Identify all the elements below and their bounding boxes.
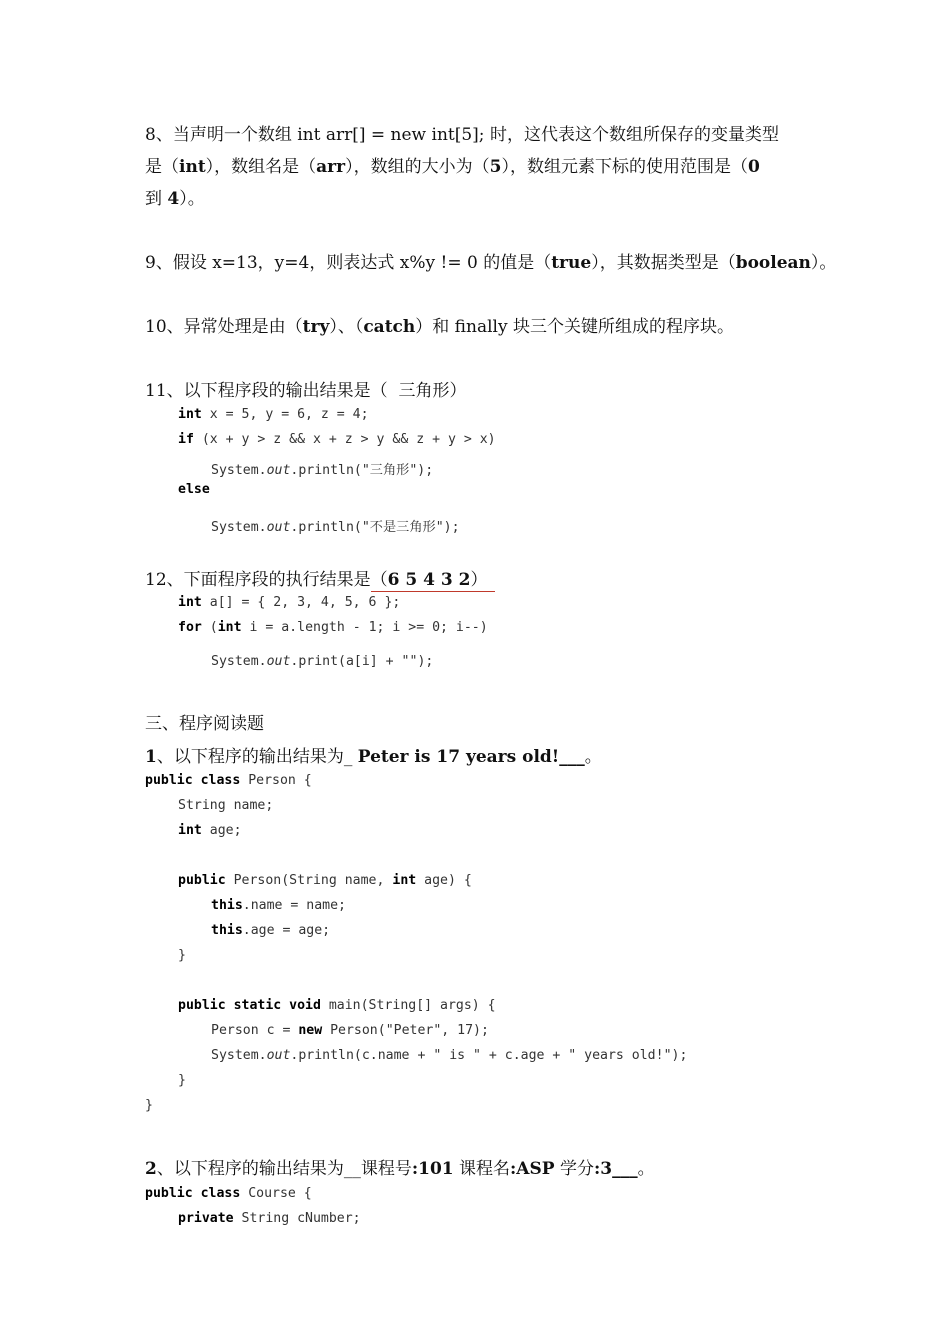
q12-answer-underline <box>371 570 496 592</box>
p2-text: 课程名 <box>453 1159 511 1179</box>
code-text: System. <box>211 520 267 535</box>
p2-text: 学分 <box>554 1159 594 1179</box>
p2-number: 2 <box>145 1159 157 1179</box>
section-3-title <box>145 709 264 734</box>
q8-line-3 <box>145 184 205 209</box>
q8-line-1 <box>145 120 779 145</box>
code-text: Person c = <box>211 1023 299 1038</box>
code-keyword: int <box>178 823 202 838</box>
q8-text: 到 <box>145 189 168 209</box>
q8-text: ），数组元素下标的使用范围是（ <box>501 157 748 177</box>
code-text: System. <box>211 654 267 669</box>
code-italic: out <box>266 520 291 535</box>
p2-answer-credit: :3 <box>593 1159 613 1179</box>
p2-blank: __ <box>343 1159 361 1179</box>
p2-text: 、以下程序的输出结果为 <box>156 1159 344 1179</box>
p2-blank: ___ <box>612 1159 638 1179</box>
code-keyword: public class <box>145 1186 241 1201</box>
p1-text: _ <box>343 747 358 767</box>
code-text: Course { <box>240 1186 312 1201</box>
code-keyword: if <box>178 432 194 447</box>
code-keyword: public class <box>145 773 241 788</box>
code-keyword: for <box>178 620 202 635</box>
code-text: System. <box>211 1048 267 1063</box>
code-keyword: else <box>178 482 210 497</box>
code-text: i = a.length - 1; i >= 0; i--) <box>241 620 488 635</box>
code-text: } <box>145 1098 153 1113</box>
code-text: .print(a[i] + ""); <box>290 654 434 669</box>
code-italic: out <box>266 463 291 478</box>
p1-code-4 <box>178 873 472 888</box>
q8-text: ）。 <box>179 189 205 209</box>
code-text: age) { <box>416 873 472 888</box>
code-text: age; <box>201 823 242 838</box>
q11-title <box>145 376 466 401</box>
q9-text: 9、假设 x=13，y=4，则表达式 x%y != 0 的值是（ <box>145 253 552 273</box>
q9-text: ），其数据类型是（ <box>591 253 736 273</box>
code-keyword: private <box>178 1211 234 1226</box>
code-keyword: int <box>178 407 202 422</box>
q11-code-2 <box>178 432 496 447</box>
q11-title-text: 11、以下程序段的输出结果是（ 三角形） <box>145 381 467 401</box>
p1-answer: Peter is 17 years old! <box>357 747 560 767</box>
p2-title <box>145 1154 655 1179</box>
q11-code-3 <box>211 459 433 478</box>
code-text: } <box>178 948 186 963</box>
code-text: System. <box>211 463 267 478</box>
code-italic: out <box>266 654 291 669</box>
code-text: (x + y > z && x + z > y && z + y > x) <box>193 432 496 447</box>
p1-code-1 <box>145 773 312 788</box>
q8-answer-range-start: 0 <box>747 157 760 177</box>
q8-answer-name: arr <box>316 157 346 177</box>
p1-code-3 <box>178 823 242 838</box>
p1-code-12 <box>145 1098 153 1113</box>
code-keyword: int <box>392 873 417 888</box>
q9-line <box>145 248 836 273</box>
q11-code-4 <box>178 482 210 497</box>
q10-answer-catch: catch <box>363 317 416 337</box>
code-text: String name; <box>178 798 274 813</box>
q8-answer-range-end: 4 <box>167 189 180 209</box>
q8-text: 是（ <box>145 157 179 177</box>
q9-answer-type: boolean <box>735 253 811 273</box>
p1-code-6 <box>211 923 330 938</box>
code-italic: out <box>266 1048 291 1063</box>
p1-title <box>145 742 602 767</box>
p2-text: 课程号 <box>360 1159 412 1179</box>
p2-answer-name: :ASP <box>510 1159 555 1179</box>
q8-text-1: 8、当声明一个数组 int arr[] = new int[5]; 时，这代表这个数组所保存的变量类型 <box>145 125 779 145</box>
q12-answer: 6 5 4 3 2 <box>387 570 471 590</box>
q10-text: ）、（ <box>329 317 364 337</box>
code-text: ( <box>201 620 218 635</box>
q9-answer-value: true <box>551 253 592 273</box>
code-text: .println("不是三角形"); <box>290 520 460 535</box>
code-keyword: this <box>211 898 243 913</box>
q12-code-2 <box>178 620 488 635</box>
q12-text: 12、下面程序段的执行结果是 <box>145 570 371 590</box>
q11-code-1 <box>178 407 369 422</box>
q10-text: 10、异常处理是由（ <box>145 317 303 337</box>
code-text: x = 5, y = 6, z = 4; <box>201 407 369 422</box>
q12-text: （ <box>370 570 388 590</box>
p1-code-10 <box>211 1048 687 1063</box>
code-text: a[] = { 2, 3, 4, 5, 6 }; <box>201 595 401 610</box>
code-keyword: new <box>298 1023 323 1038</box>
p1-code-9 <box>211 1023 489 1038</box>
section-title-text: 三、程序阅读题 <box>145 714 264 734</box>
code-keyword: this <box>211 923 243 938</box>
p2-answer-number: :101 <box>411 1159 454 1179</box>
q8-line-2 <box>145 152 760 177</box>
q10-text: ）和 finally 块三个关键所组成的程序块。 <box>415 317 734 337</box>
p2-text: 。 <box>637 1159 655 1179</box>
code-text: .age = age; <box>242 923 331 938</box>
p1-number: 1 <box>145 747 157 767</box>
code-keyword: int <box>217 620 242 635</box>
q8-answer-type: int <box>179 157 206 177</box>
p1-code-5 <box>211 898 346 913</box>
q12-text: ） <box>470 570 488 590</box>
p1-code-7 <box>178 948 186 963</box>
code-text: } <box>178 1073 186 1088</box>
p1-text: 。 <box>584 747 602 767</box>
q8-answer-size: 5 <box>489 157 502 177</box>
q8-text: ），数组名是（ <box>205 157 317 177</box>
code-text: .println(c.name + " is " + c.age + " years old!"); <box>290 1048 688 1063</box>
code-text: Person { <box>240 773 312 788</box>
p1-blank: ___ <box>559 747 585 767</box>
code-text: .println("三角形"); <box>290 463 434 478</box>
code-text: main(String[] args) { <box>320 998 496 1013</box>
p2-code-2 <box>178 1211 361 1226</box>
p1-code-11 <box>178 1073 186 1088</box>
code-keyword: public <box>178 873 226 888</box>
p1-text: 、以下程序的输出结果为 <box>156 747 344 767</box>
p2-code-1 <box>145 1186 312 1201</box>
p1-code-2 <box>178 798 273 813</box>
q12-code-3 <box>211 654 433 669</box>
q10-answer-try: try <box>302 317 330 337</box>
q12-code-1 <box>178 595 400 610</box>
code-text: Person("Peter", 17); <box>322 1023 489 1038</box>
q8-text: ），数组的大小为（ <box>345 157 490 177</box>
code-text: .name = name; <box>242 898 346 913</box>
q10-line <box>145 312 734 337</box>
q12-title <box>145 565 495 590</box>
q11-code-5 <box>211 516 460 535</box>
p1-code-8 <box>178 998 496 1013</box>
code-keyword: int <box>178 595 202 610</box>
code-keyword: public static void <box>178 998 321 1013</box>
q9-text: ）。 <box>810 253 837 273</box>
code-text: String cNumber; <box>233 1211 361 1226</box>
code-text: Person(String name, <box>225 873 393 888</box>
